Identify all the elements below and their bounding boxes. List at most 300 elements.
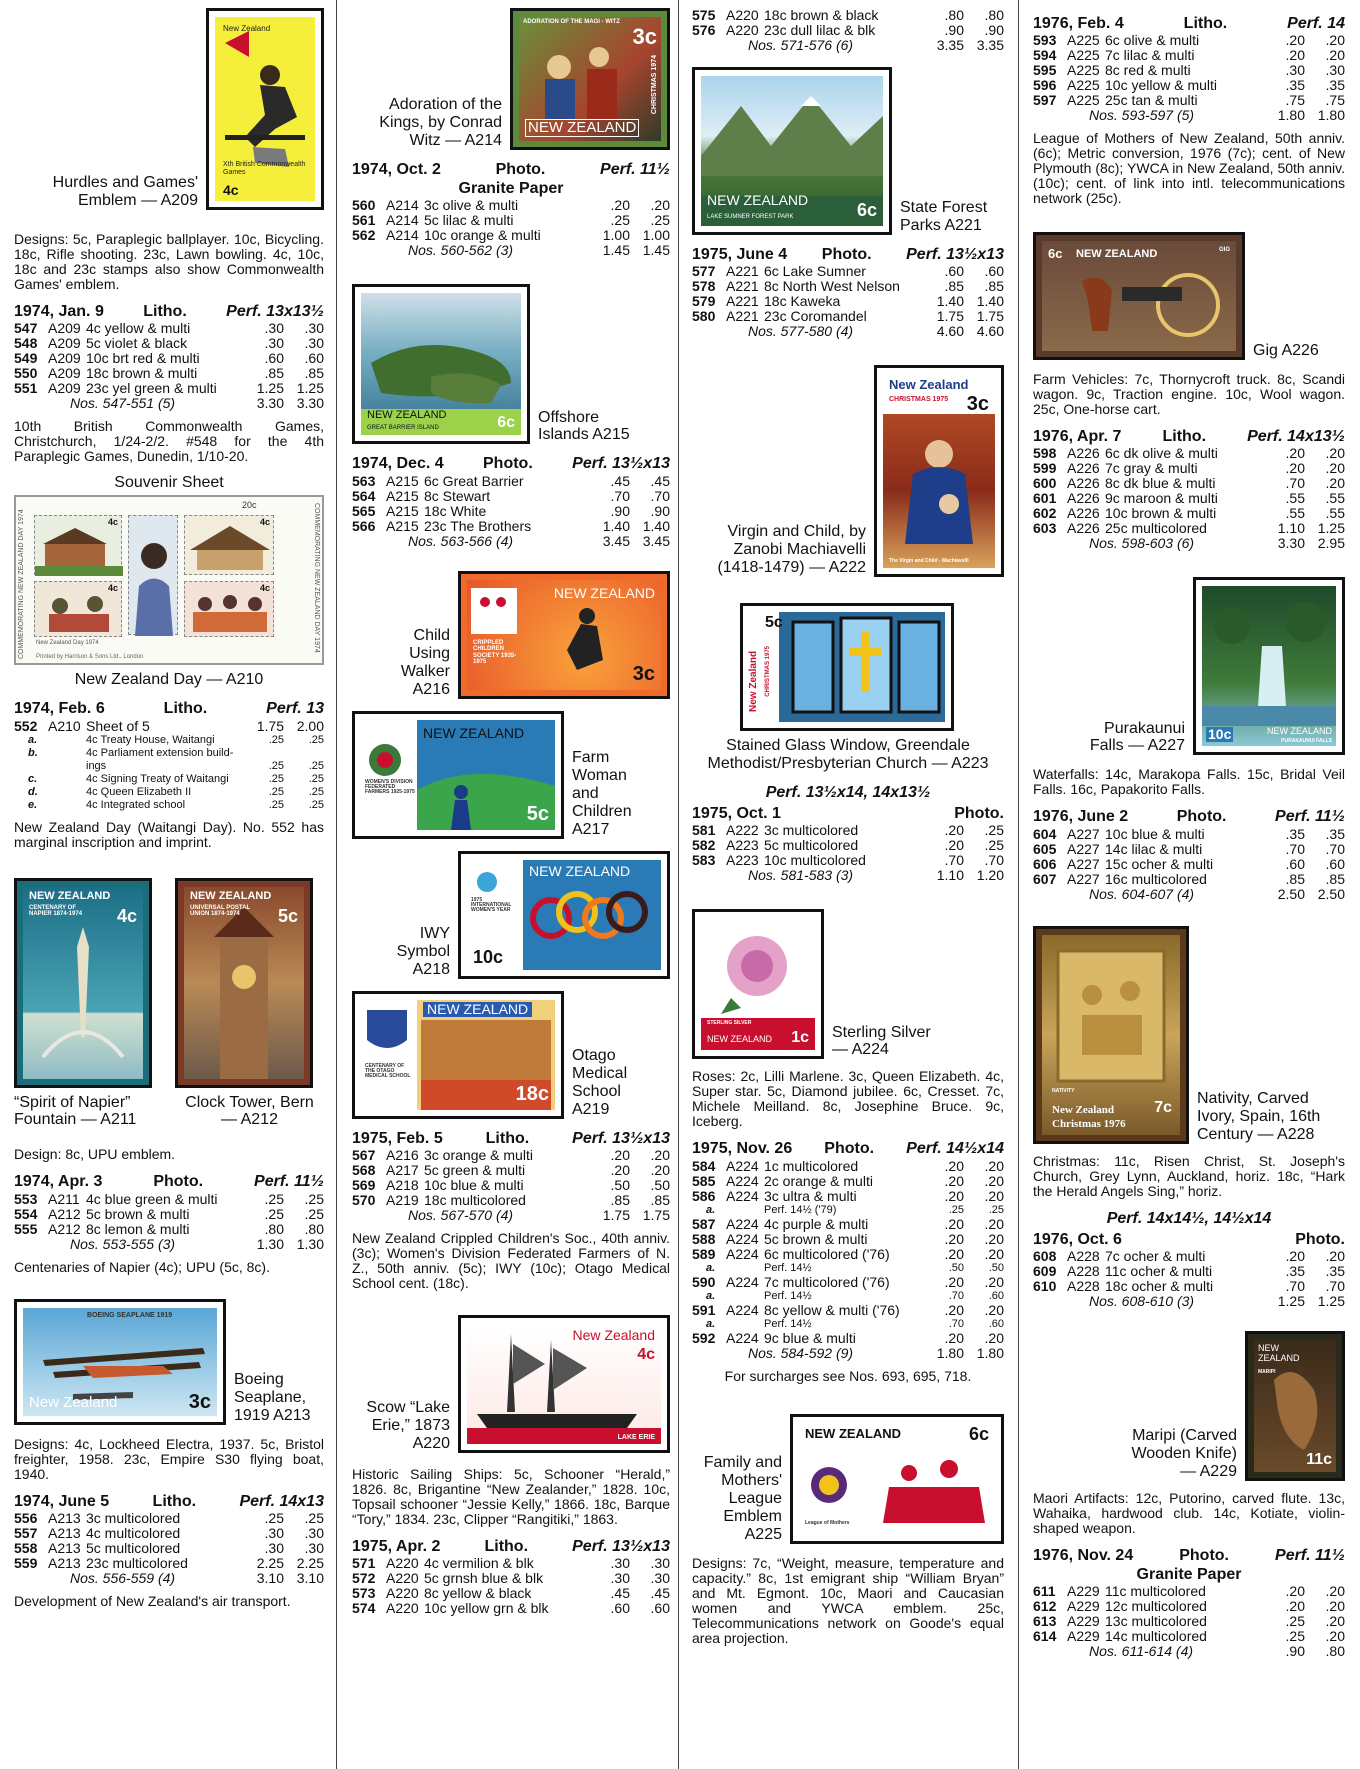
price-unused: .30 — [264, 335, 284, 352]
stamp-description: 5c lilac & multi — [424, 212, 514, 229]
stamp-country: NEW ZEALAND — [707, 191, 809, 208]
stamp-list — [692, 823, 1004, 883]
stamp-description: 5c multicolored — [86, 1539, 181, 1556]
catalog-number: 599 — [1033, 460, 1057, 477]
price-unused: .70 — [1285, 475, 1305, 492]
price-used: .60 — [1325, 855, 1345, 872]
stamp-description: 25c tan & multi — [1105, 92, 1198, 109]
design-type: A214 — [386, 197, 419, 214]
stamp-description: 7c gray & multi — [1105, 460, 1198, 477]
price-unused: .80 — [264, 1220, 284, 1237]
column-rule — [1018, 0, 1019, 1769]
stamp-title: NATIVITY — [1052, 1087, 1075, 1094]
stamp-games-text: Xth British Commonwealth Games — [223, 161, 306, 176]
price-used: .45 — [650, 1584, 670, 1601]
design-type: A224 — [726, 1301, 759, 1318]
issue-header — [352, 160, 670, 179]
stamp-description: 3c ultra & multi — [764, 1187, 857, 1204]
catalog-number: 568 — [352, 1161, 376, 1178]
price-unused: .25 — [268, 772, 284, 785]
price-used: .30 — [304, 335, 324, 352]
total-used: 1.80 — [1317, 107, 1345, 124]
issue-method: Photo. — [153, 1173, 204, 1191]
stamp-description: 4c multicolored — [86, 1524, 181, 1541]
design-type: A225 — [1067, 92, 1100, 109]
note: Maori Artifacts: 12c, Putorino, carved flute. 13c, Wahaika, hardwood club. 14c, Kotiate, violin-shaped weapon. — [1033, 1489, 1345, 1536]
figure-a219 — [352, 991, 670, 1119]
design-type: A224 — [726, 1329, 759, 1346]
list-row — [1033, 93, 1345, 108]
stamp-caption: Maripi (Carved Wooden Knife) — A229 — [1131, 1427, 1237, 1481]
catalog-number: 613 — [1033, 1613, 1057, 1630]
list-row — [1033, 842, 1345, 857]
total-row — [692, 868, 1004, 883]
list-row — [352, 1586, 670, 1601]
stamp-value: 3c — [632, 662, 655, 685]
design-type: A229 — [1067, 1613, 1100, 1630]
stamp-caption: Scow “Lake Erie,” 1873 A220 — [366, 1399, 450, 1452]
price-used: .55 — [1325, 505, 1345, 522]
stamp-value: 7c — [1154, 1099, 1172, 1117]
sheet-side-text: COMMEMORATING NEW ZEALAND DAY 1974 — [18, 509, 25, 660]
stamp-list — [352, 1148, 670, 1223]
stamp-description: 8c yellow & black — [424, 1584, 532, 1601]
catalog-number: 594 — [1033, 47, 1057, 64]
catalog-number: 576 — [692, 22, 716, 38]
list-row — [1033, 476, 1345, 491]
stamp-caption: Purakaunui Falls — A227 — [1089, 719, 1185, 755]
note: Centenaries of Napier (4c); UPU (5c, 8c). — [14, 1258, 270, 1275]
list-row — [692, 309, 1004, 324]
price-used: .75 — [1325, 92, 1345, 109]
price-used: .25 — [308, 733, 324, 746]
stamp-value: 11c — [1306, 1450, 1332, 1468]
stamp-subtitle: LAKE SUMNER FOREST PARK — [707, 213, 794, 220]
stamp-value: 3c — [966, 393, 989, 416]
stamp-description: 10c brown & multi — [1105, 505, 1217, 522]
stamp-description: 1c multicolored — [764, 1157, 859, 1174]
price-unused: .20 — [944, 1273, 964, 1290]
issue-method: Photo. — [495, 161, 546, 178]
catalog-number: 606 — [1033, 855, 1057, 872]
price-unused: .25 — [268, 759, 284, 772]
price-used: .25 — [988, 1203, 1004, 1216]
price-used: .55 — [1325, 490, 1345, 507]
note: 10th British Commonwealth Games, Christchurch, 1/24-2/2. #548 for the 4th Paraplegic Games, Dunedin, 1/10-20. — [14, 418, 324, 465]
list-row — [1033, 1264, 1345, 1279]
price-used: .90 — [650, 502, 670, 519]
list-row — [692, 1275, 1004, 1290]
list-row — [692, 838, 1004, 853]
design-type: A221 — [726, 293, 759, 310]
note: For surcharges see Nos. 693, 695, 718. — [724, 1367, 972, 1384]
price-used: .20 — [1325, 460, 1345, 477]
stamp-subtitle: CENTENARY OF NAPIER 1874-1974 — [29, 904, 83, 918]
list-row — [692, 1189, 1004, 1204]
catalog-number: 573 — [352, 1584, 376, 1601]
catalog-number: 596 — [1033, 77, 1057, 94]
price-unused: .60 — [1285, 855, 1305, 872]
stamp-description: 10c blue & multi — [1105, 825, 1205, 842]
design-type: A224 — [726, 1187, 759, 1204]
sheet-stamp-value: 4c — [259, 517, 270, 528]
price-unused: .20 — [944, 1301, 964, 1318]
design-type: A224 — [726, 1172, 759, 1189]
price-unused: 1.10 — [1277, 520, 1305, 537]
stamp-a219 — [352, 991, 564, 1119]
stamp-description: 8c dk blue & multi — [1105, 475, 1216, 492]
stamp-description: 4c Treaty House, Waitangi — [86, 733, 215, 746]
stamp-description: 7c multicolored ('76) — [764, 1273, 890, 1290]
price-unused: .35 — [1285, 1262, 1305, 1279]
note: Roses: 2c, Lilli Marlene. 3c, Queen Elizabeth. 4c, Super star. 5c, Diamond jubilee. 6c, Cresset. 7c, Michele Meilland. 8c, Josephine Bruce. 9c, Iceberg. — [692, 1068, 1004, 1130]
stamp-list — [692, 264, 1004, 339]
list-row — [1033, 1599, 1345, 1614]
price-used: .20 — [1325, 1628, 1345, 1645]
price-unused: .85 — [264, 365, 284, 382]
issue-date: 1976, Apr. 7 — [1033, 428, 1122, 446]
note: Development of New Zealand's air transport. — [14, 1592, 291, 1609]
price-used: .25 — [984, 822, 1004, 839]
figure-a214 — [352, 8, 670, 150]
stamp-caption: Family and Mothers' League Emblem A225 — [703, 1454, 782, 1543]
price-unused: .55 — [1285, 505, 1305, 522]
stamp-subtitle: STERLING SILVER — [707, 1019, 752, 1026]
price-unused: 1.40 — [602, 517, 630, 534]
stamp-description: 5c grnsh blue & blk — [424, 1569, 544, 1586]
total-label: Nos. 577-580 (4) — [748, 323, 854, 340]
issue-header — [1033, 427, 1345, 446]
list-row — [352, 474, 670, 489]
price-unused: .35 — [1285, 825, 1305, 842]
stamp-description: 10c multicolored — [764, 852, 866, 869]
stamp-a218 — [458, 851, 670, 979]
catalog-number: 557 — [14, 1524, 38, 1541]
total-used: 1.75 — [642, 1206, 670, 1223]
stamp-a227 — [1193, 577, 1345, 755]
stamp-description: 14c multicolored — [1105, 1628, 1207, 1645]
issue-perf: Perf. 13 — [266, 700, 324, 718]
price-unused: .25 — [264, 1190, 284, 1207]
issue-perf: Perf. 13½x13 — [572, 1537, 670, 1555]
price-unused: .30 — [1285, 62, 1305, 79]
list-row — [1033, 48, 1345, 63]
column-3 — [692, 8, 1004, 1763]
list-row — [692, 1232, 1004, 1247]
price-used: .30 — [304, 320, 324, 337]
stamp-pair — [14, 878, 324, 1130]
catalog-number: 587 — [692, 1215, 716, 1232]
list-row — [692, 1174, 1004, 1189]
design-type: A227 — [1067, 840, 1100, 857]
price-unused: .80 — [944, 8, 964, 23]
stamp-subtitle: PURAKAUNUI FALLS — [1281, 737, 1332, 744]
design-type: A225 — [1067, 77, 1100, 94]
stamp-caption: IWY Symbol A218 — [396, 924, 450, 978]
price-used: .20 — [984, 1301, 1004, 1318]
designs-note: Designs: 4c, Lockheed Electra, 1937. 5c, Bristol freighter, 1958. 23c, Empire S30 flying boat, 1940. — [14, 1435, 324, 1482]
stamp-description: 9c blue & multi — [764, 1329, 856, 1346]
list-row — [692, 279, 1004, 294]
price-used: .20 — [984, 1157, 1004, 1174]
total-used: 1.20 — [976, 867, 1004, 884]
note: New Zealand Day (Waitangi Day). No. 552 has marginal inscription and imprint. — [14, 818, 324, 850]
sub-letter: a. — [706, 1289, 716, 1302]
figure-a224 — [692, 909, 1004, 1059]
stamp-description: 25c multicolored — [1105, 520, 1207, 537]
total-label: Nos. 563-566 (4) — [408, 532, 514, 549]
figure-a226 — [1033, 232, 1345, 360]
price-used: .90 — [984, 22, 1004, 38]
design-type: A224 — [726, 1157, 759, 1174]
stamp-description: 13c multicolored — [1105, 1613, 1207, 1630]
total-used: 1.25 — [1317, 1292, 1345, 1309]
total-row — [14, 396, 324, 411]
perf-line: Perf. 14x14½, 14½x14 — [1106, 1209, 1272, 1227]
issue-method: Photo. — [483, 455, 533, 473]
issue-header — [14, 302, 324, 321]
stamp-list — [352, 474, 670, 549]
price-unused: .90 — [944, 22, 964, 38]
stamp-a216 — [458, 571, 670, 699]
price-unused: .20 — [944, 1215, 964, 1232]
stamp-list — [692, 8, 1004, 53]
total-used: 3.30 — [296, 395, 324, 412]
stamp-caption: Gig A226 — [1253, 342, 1319, 360]
stamp-a229 — [1245, 1331, 1345, 1481]
total-row — [14, 1571, 324, 1586]
stamp-description: 9c maroon & multi — [1105, 490, 1218, 507]
list-row — [14, 1511, 324, 1526]
catalog-number: 551 — [14, 380, 38, 397]
price-used: 1.25 — [296, 380, 324, 397]
stamp-a215 — [352, 284, 530, 444]
figure-a216 — [352, 571, 670, 699]
design-type: A229 — [1067, 1583, 1100, 1600]
design-type: A212 — [48, 1220, 81, 1237]
issue-perf: Perf. 14x13½ — [1247, 428, 1345, 446]
stamp-list — [14, 1511, 324, 1586]
total-label: Nos. 593-597 (5) — [1089, 107, 1195, 124]
sheet-stamp-e — [184, 581, 274, 637]
price-used: 1.25 — [1317, 520, 1345, 537]
stamp-a212 — [175, 878, 313, 1088]
list-row — [1033, 506, 1345, 521]
stamp-description: 10c blue & multi — [424, 1176, 524, 1193]
price-unused: .20 — [944, 1172, 964, 1189]
catalog-number: 612 — [1033, 1598, 1057, 1615]
list-row — [352, 1556, 670, 1571]
column-2 — [352, 8, 670, 1763]
price-used: .60 — [988, 1289, 1004, 1302]
price-used: .60 — [650, 1599, 670, 1616]
stamp-value: 4c — [116, 905, 137, 926]
price-used: .20 — [650, 1161, 670, 1178]
price-used: .20 — [984, 1215, 1004, 1232]
catalog-number: 592 — [692, 1329, 716, 1346]
catalog-number: 588 — [692, 1230, 716, 1247]
list-row — [352, 213, 670, 228]
design-type: A221 — [726, 308, 759, 325]
total-label: Nos. 567-570 (4) — [408, 1206, 514, 1223]
souvenir-sheet — [14, 495, 324, 665]
price-used: .25 — [650, 212, 670, 229]
stamp-description: 18c brown & multi — [86, 365, 198, 382]
price-unused: .25 — [610, 212, 630, 229]
stamp-description: 8c North West Nelson — [764, 278, 900, 295]
stamp-description: 23c yel green & multi — [86, 380, 217, 397]
total-label: Nos. 584-592 (9) — [748, 1344, 854, 1361]
total-label: Nos. 604-607 (4) — [1089, 885, 1195, 902]
stamp-list — [1033, 827, 1345, 902]
stamp-description: 6c multicolored ('76) — [764, 1245, 890, 1262]
price-used: 2.25 — [296, 1554, 324, 1571]
stamp-caption: Nativity, Carved Ivory, Spain, 16th Century — A228 — [1197, 1089, 1321, 1143]
total-row — [14, 1237, 324, 1252]
price-used: .25 — [304, 1190, 324, 1207]
figure-a218 — [352, 851, 670, 979]
price-used: .20 — [1325, 1247, 1345, 1264]
stamp-description: 6c olive & multi — [1105, 32, 1200, 49]
catalog-number: 602 — [1033, 505, 1057, 522]
price-used: .25 — [308, 772, 324, 785]
price-unused: .85 — [610, 1191, 630, 1208]
stamp-description: 18c multicolored — [424, 1191, 526, 1208]
price-used: 1.40 — [976, 293, 1004, 310]
issue-perf: Perf. 11½ — [254, 1173, 324, 1191]
issue-method: Photo. — [1179, 1546, 1229, 1564]
figure-a215 — [352, 284, 670, 444]
catalog-number: 611 — [1033, 1583, 1056, 1600]
stamp-title: ADORATION OF THE MAGI - WITZ — [523, 19, 620, 25]
list-row — [14, 1192, 324, 1207]
price-unused: .25 — [1285, 1613, 1305, 1630]
price-unused: .30 — [610, 1554, 630, 1571]
list-row — [1033, 872, 1345, 887]
price-used: .60 — [984, 263, 1004, 280]
price-used: .85 — [984, 278, 1004, 295]
price-unused: .20 — [610, 197, 630, 214]
stamp-country: New Zealand — [572, 1326, 655, 1343]
design-type: A227 — [1067, 855, 1100, 872]
issue-date: 1975, Feb. 5 — [352, 1129, 443, 1147]
total-used: .80 — [1325, 1643, 1345, 1660]
issue-method: Litho. — [1183, 15, 1228, 32]
list-row — [692, 1262, 1004, 1275]
note: Farm Vehicles: 7c, Thornycroft truck. 8c, Scandi wagon. 9c, Traction engine. 10c, Wool wagon. 25c, One-horse cart. — [1033, 371, 1345, 418]
stamp-caption: Adoration of the Kings, by Conrad Witz — A214 — [379, 96, 502, 150]
list-row — [692, 1318, 1004, 1331]
catalog-number: 549 — [14, 350, 38, 367]
total-label: Nos. 581-583 (3) — [748, 867, 854, 884]
stamp-description: 23c dull lilac & blk — [764, 22, 876, 38]
column-1 — [14, 8, 324, 1763]
figure-a227 — [1033, 577, 1345, 755]
stamp-country: New Zealand — [1052, 1103, 1115, 1116]
issue-perf: Perf. 14x13 — [239, 1492, 324, 1510]
price-used: .20 — [984, 1273, 1004, 1290]
total-unused: 2.50 — [1277, 885, 1305, 902]
total-label: Nos. 560-562 (3) — [408, 242, 514, 259]
stamp-description: 18c White — [424, 502, 487, 519]
catalog-number: 614 — [1033, 1628, 1057, 1645]
total-used: 1.80 — [976, 1344, 1004, 1361]
price-used: .25 — [984, 837, 1004, 854]
design-type: A215 — [386, 472, 419, 489]
total-row — [692, 1346, 1004, 1361]
sub-row — [14, 734, 324, 747]
issue-date: 1976, Nov. 24 — [1033, 1546, 1134, 1564]
note: New Zealand Crippled Children's Soc., 40th anniv. (3c); Women's Division Federated Farmers of N. Z., 50th anniv. (5c); IWY (10c); Otago Medical School cent. (18c). — [352, 1229, 670, 1291]
stamp-description: 11c multicolored — [1105, 1583, 1206, 1600]
stamp-country: NEW ZEALAND — [1076, 248, 1158, 261]
price-used: .60 — [304, 350, 324, 367]
total-label: Nos. 611-614 (4) — [1089, 1643, 1194, 1660]
stamp-country: NEW ZEALAND — [805, 1425, 902, 1441]
stamp-description: 23c multicolored — [86, 1554, 188, 1571]
price-used: .60 — [988, 1317, 1004, 1330]
stamp-description: 7c lilac & multi — [1105, 47, 1195, 64]
stamp-description: 4c blue green & multi — [86, 1190, 218, 1207]
issue-method: Litho. — [152, 1492, 197, 1510]
issue-header — [1033, 1546, 1345, 1565]
list-row — [692, 1204, 1004, 1217]
design-type: A209 — [48, 365, 81, 382]
figure-a229 — [1033, 1331, 1345, 1481]
list-row — [352, 1193, 670, 1208]
stamp-a223 — [740, 603, 954, 731]
list-row — [14, 1541, 324, 1556]
stamp-description: Perf. 14½ — [764, 1261, 812, 1274]
figure-a223 — [740, 603, 1004, 731]
stamp-country: New Zealand — [748, 651, 759, 713]
design-type: A214 — [386, 212, 419, 229]
stamp-description: 2c orange & multi — [764, 1172, 873, 1189]
stamp-list — [352, 198, 670, 258]
stamp-description: 10c orange & multi — [424, 227, 541, 244]
total-used: 1.30 — [296, 1235, 324, 1252]
stamp-description: 4c purple & multi — [764, 1215, 869, 1232]
catalog-number: 548 — [14, 335, 38, 352]
issue-date: 1974, Oct. 2 — [352, 161, 441, 178]
stamp-description: 8c lemon & multi — [86, 1220, 190, 1237]
stamp-subtitle: GREAT BARRIER ISLAND — [367, 424, 439, 431]
issue-date: 1975, June 4 — [692, 246, 788, 263]
issue-date: 1974, Dec. 4 — [352, 455, 444, 473]
stamp-description: 6c Great Barrier — [424, 472, 524, 489]
price-unused: .30 — [264, 1539, 284, 1556]
stamp-country: NEW ZEALAND — [1258, 1342, 1300, 1363]
stamp-caption: “Spirit of Napier” Fountain — A211 — [14, 1093, 137, 1129]
stamp-description: 10c brt red & multi — [86, 350, 200, 367]
issue-perf: Perf. 14 — [1287, 15, 1345, 32]
price-used: .20 — [1325, 32, 1345, 49]
stamp-a217 — [352, 711, 564, 839]
issue-date: 1974, June 5 — [14, 1492, 110, 1510]
note: League of Mothers of New Zealand, 50th anniv. (6c); Metric conversion, 1976 (7c); cent. of New Plymouth (8c); YWCA in New Zealand, 50th anniv. (10c); cent. of link into intl. telecommunications network (25c). — [1033, 130, 1345, 207]
catalog-number: 564 — [352, 487, 376, 504]
stamp-value: 6c — [1048, 246, 1063, 262]
issue-perf: Perf. 14½x14 — [906, 1140, 1004, 1158]
list-row — [14, 366, 324, 381]
catalog-number: 598 — [1033, 445, 1057, 462]
paper-type: Granite Paper — [1136, 1566, 1242, 1584]
stamp-country: NEW ZEALAND — [553, 584, 655, 601]
stamp-country: New Zealand — [29, 1394, 118, 1412]
paper-type: Granite Paper — [458, 180, 564, 198]
stamp-side-text: CHRISTMAS 1974 — [651, 55, 659, 115]
issue-method: Litho. — [485, 1129, 530, 1147]
